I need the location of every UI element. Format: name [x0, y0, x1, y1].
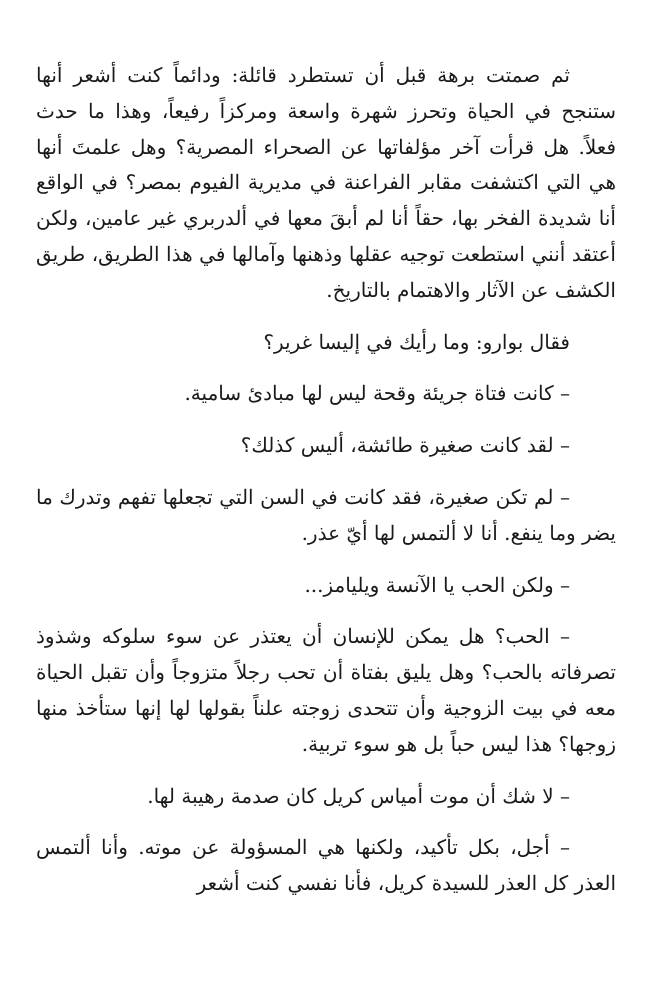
paragraph-dialogue: – لم تكن صغيرة، فقد كانت في السن التي تجعلها تفهم وتدرك ما يضر وما ينفع. أنا لا ألتمس لها أيّ عذر.	[36, 484, 616, 545]
book-page	[36, 58, 616, 902]
paragraph-dialogue: – كانت فتاة جريئة وقحة ليس لها مبادئ سامية.	[184, 381, 570, 406]
paragraph-dialogue: – الحب؟ هل يمكن للإنسان أن يعتذر عن سوء سلوكه وشذوذ تصرفاته بالحب؟ وهل يليق بفتاة أن تحب رجلاً متزوجاً وأن تقبل الحياة معه في بيت الزوجية وأن تتحدى زوجته علناً بقولها لها إنها ستأخذ منها زوجها؟ هذا ليس حباً بل هو سوء تربية.	[36, 624, 616, 756]
paragraph-dialogue: – لا شك أن موت أمياس كريل كان صدمة رهيبة لها.	[147, 783, 570, 808]
paragraph-dialogue: – لقد كانت صغيرة طائشة، أليس كذلك؟	[240, 433, 570, 458]
paragraph-dialogue: – أجل، بكل تأكيد، ولكنها هي المسؤولة عن موته. وأنا ألتمس العذر كل العذر للسيدة كريل، فأنا نفسي كنت أشعر	[36, 835, 616, 896]
paragraph-narration: ثم صمتت برهة قبل أن تستطرد قائلة: ودائماً كنت أشعر أنها ستنجح في الحياة وتحرز شهرة واسعة ومركزاً رفيعاً، وهذا ما حدث فعلاً. هل قرأت آخر مؤلفاتها عن الصحراء المصرية؟ وهل علمتَ أنها هي التي اكتشفت مقابر الفراعنة في مديرية الفيوم بمصر؟ في الواقع أنا شديدة الفخر بها، حقاً أنا لم أبقَ معها في ألدربري غير عامين، ولكن أعتقد أنني استطعت توجيه عقلها وذهنها وآمالها في هذا الطريق، طريق الكشف عن الآثار والاهتمام بالتاريخ.	[36, 63, 616, 302]
paragraph-poirot-question: فقال بوارو: وما رأيك في إليسا غرير؟	[263, 329, 570, 354]
paragraph-dialogue: – ولكن الحب يا الآنسة ويليامز...	[304, 572, 570, 597]
